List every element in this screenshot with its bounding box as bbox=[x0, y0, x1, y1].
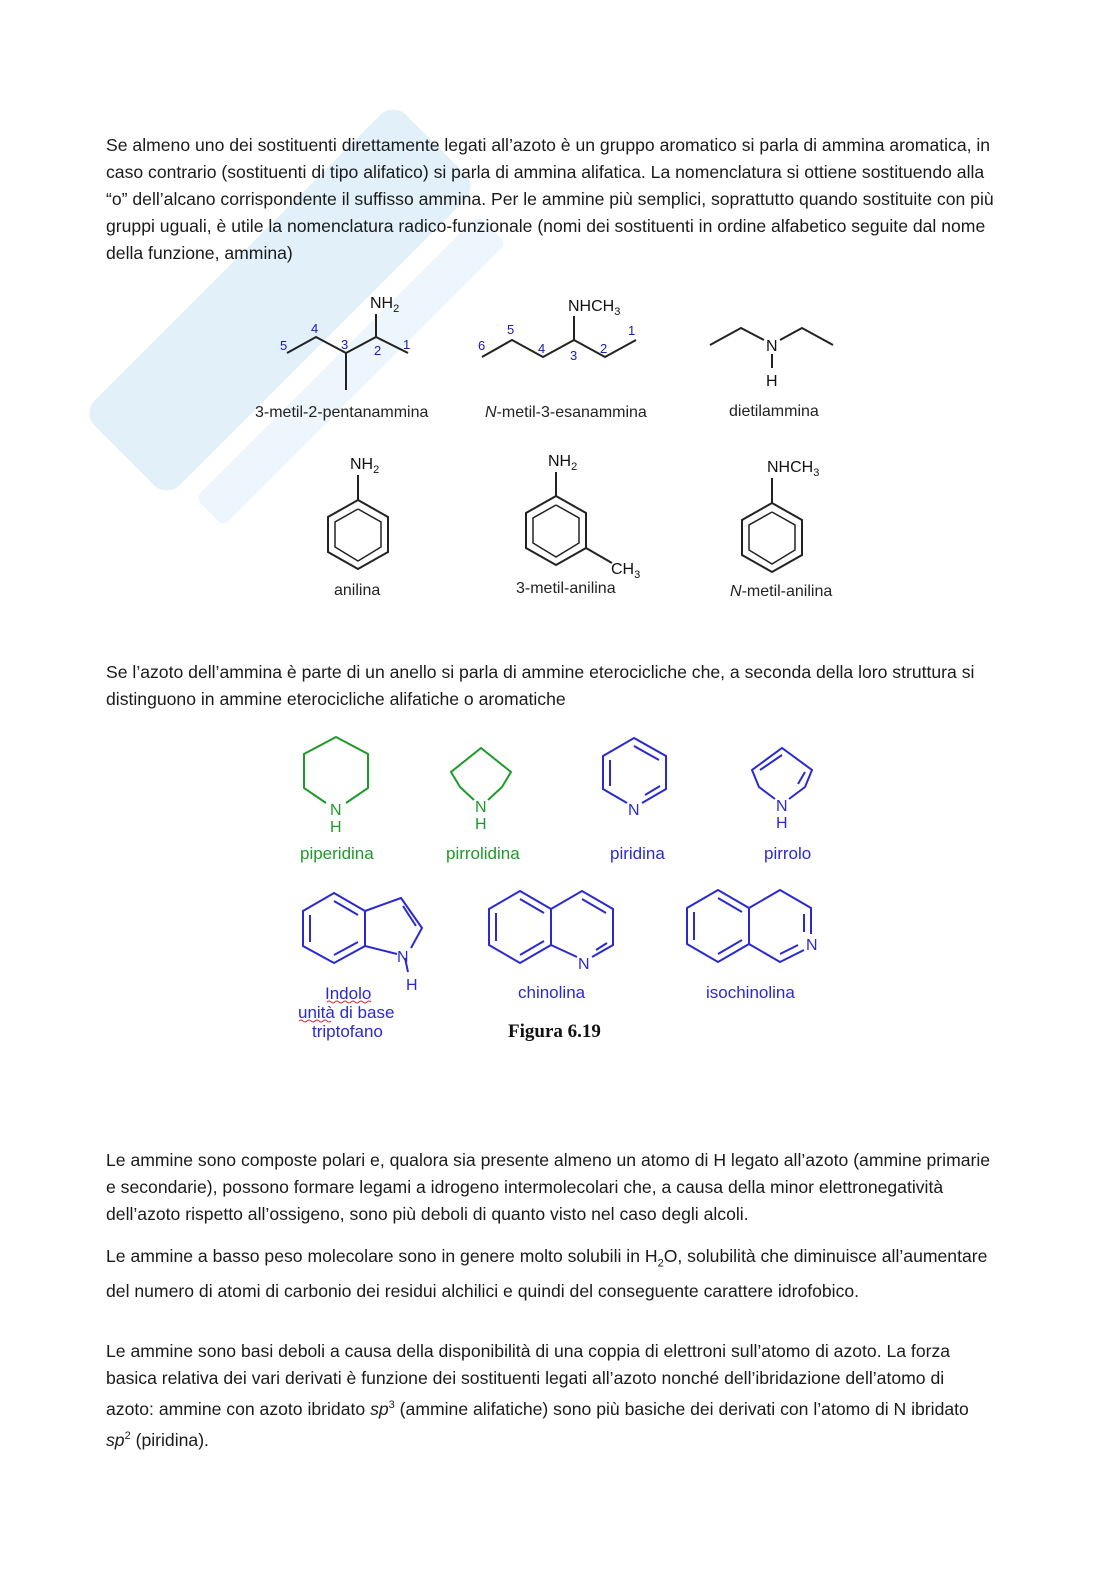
label-n-metil-3-esanammina: N-metil-3-esanammina bbox=[485, 404, 647, 421]
svg-text:5: 5 bbox=[507, 322, 515, 337]
svg-text:H: H bbox=[766, 373, 778, 390]
figure-caption: Figura 6.19 bbox=[508, 1021, 601, 1042]
label-isochinolina: isochinolina bbox=[706, 983, 795, 1002]
molecule-piridina bbox=[603, 738, 666, 803]
svg-text:5: 5 bbox=[280, 338, 288, 353]
svg-text:N: N bbox=[776, 798, 788, 815]
svg-text:NH2: $NH_2$ bbox=[350, 456, 380, 476]
svg-text:CH3: $CH_3$ bbox=[611, 561, 641, 581]
molecule-piperidina bbox=[304, 737, 368, 803]
svg-text:N: N bbox=[766, 338, 778, 355]
svg-text:N: N bbox=[578, 956, 590, 973]
label-pirrolo: pirrolo bbox=[764, 844, 812, 863]
molecule-isochinolina bbox=[687, 890, 811, 962]
label-dietilammina: dietilammina bbox=[729, 403, 819, 420]
svg-text:H: H bbox=[406, 977, 418, 994]
svg-text:N: N bbox=[330, 802, 342, 819]
label-3-metil-2-pentanammina: 3-metil-2-pentanammina bbox=[255, 404, 429, 421]
paragraph-intro: Se almeno uno dei sostituenti direttamente legati all’azoto è un gruppo aromatico si parla di ammina aromatica, in caso contrario (sostituenti di tipo alifatico) si parla di ammina alifatica. La nomenclatura si ottiene sostituendo alla “o” dell’alcano corrispondente il suffisso ammina. Per le ammine più semplici, soprattutto quando sostituite con più gruppi uguali, è utile la nomenclatura radico-funzionale (nomi dei sostituenti in ordine alfabetico seguite dal nome della funzione, ammina) bbox=[106, 135, 994, 263]
molecule-pirrolidina bbox=[451, 748, 511, 800]
svg-text:NH2: $NH_2$ bbox=[370, 295, 400, 315]
svg-text:NHCH3: $NHCH_3$ bbox=[568, 298, 621, 318]
svg-text:N: N bbox=[397, 949, 409, 966]
paragraph-heterocycles: Se l’azoto dell’ammina è parte di un anello si parla di ammine eterocicliche che, a seconda della loro struttura si distinguono in ammine eterocicliche alifatiche o aromatiche bbox=[106, 662, 975, 709]
svg-text:N: N bbox=[475, 799, 487, 816]
svg-text:NH2: $NH_2$ bbox=[548, 453, 578, 473]
molecule-pirrolo bbox=[752, 748, 812, 799]
svg-text:H: H bbox=[776, 815, 788, 832]
label-anilina: anilina bbox=[334, 582, 381, 599]
paragraph-basicity: Le ammine sono basi deboli a causa della disponibilità di una coppia di elettroni sull’atomo di azoto. La forza basica relativa dei vari derivati è funzione dei sostituenti legati all’azoto nonché dell’ibridazione dell’atomo di azoto: ammine con azoto ibridato $sp^3$ (ammine alifatiche) sono più basiche dei derivati con l’atomo di N ibridato $sp^2$ (piridina). bbox=[106, 1341, 969, 1450]
label-indolo: Indolo bbox=[325, 984, 372, 1003]
svg-text:1: 1 bbox=[403, 337, 411, 352]
paragraph-polarity: Le ammine sono composte polari e, qualora sia presente almeno un atomo di H legato all’azoto (ammine primarie e secondarie), possono formare legami a idrogeno intermolecolari che, a causa della minor elettronegatività dell’azoto rispetto all’ossigeno, sono più deboli di quanto visto nel caso degli alcoli. bbox=[106, 1150, 991, 1224]
label-n-metil-anilina: N-metil-anilina bbox=[730, 583, 833, 600]
label-indolo-line3: triptofano bbox=[312, 1022, 383, 1041]
svg-text:NHCH3: $NHCH_3$ bbox=[767, 459, 820, 479]
svg-text:H: H bbox=[330, 819, 342, 836]
svg-text:2: 2 bbox=[600, 341, 608, 356]
paragraph-solubility: Le ammine a basso peso molecolare sono in genere molto solubili in $H_2O$, solubilità che diminuisce all’aumentare del numero di atomi di carbonio dei residui alchilici e quindi del conseguente carattere idrofobico. bbox=[106, 1246, 988, 1301]
svg-text:1: 1 bbox=[628, 323, 636, 338]
svg-text:3: 3 bbox=[570, 348, 578, 363]
label-piridina: piridina bbox=[610, 844, 665, 863]
label-3-metil-anilina: 3-metil-anilina bbox=[516, 580, 616, 597]
svg-text:4: 4 bbox=[538, 341, 546, 356]
svg-text:6: 6 bbox=[478, 338, 486, 353]
svg-text:4: 4 bbox=[311, 321, 319, 336]
svg-text:H: H bbox=[475, 816, 487, 833]
label-chinolina: chinolina bbox=[518, 983, 586, 1002]
label-piperidina: piperidina bbox=[300, 844, 374, 863]
svg-text:N: N bbox=[806, 937, 818, 954]
svg-text:3: 3 bbox=[341, 337, 349, 352]
svg-text:2: 2 bbox=[374, 343, 382, 358]
svg-text:N: N bbox=[628, 802, 640, 819]
molecule-chinolina bbox=[489, 891, 613, 963]
label-pirrolidina: pirrolidina bbox=[446, 844, 520, 863]
label-indolo-line2: unità di base bbox=[298, 1003, 395, 1022]
